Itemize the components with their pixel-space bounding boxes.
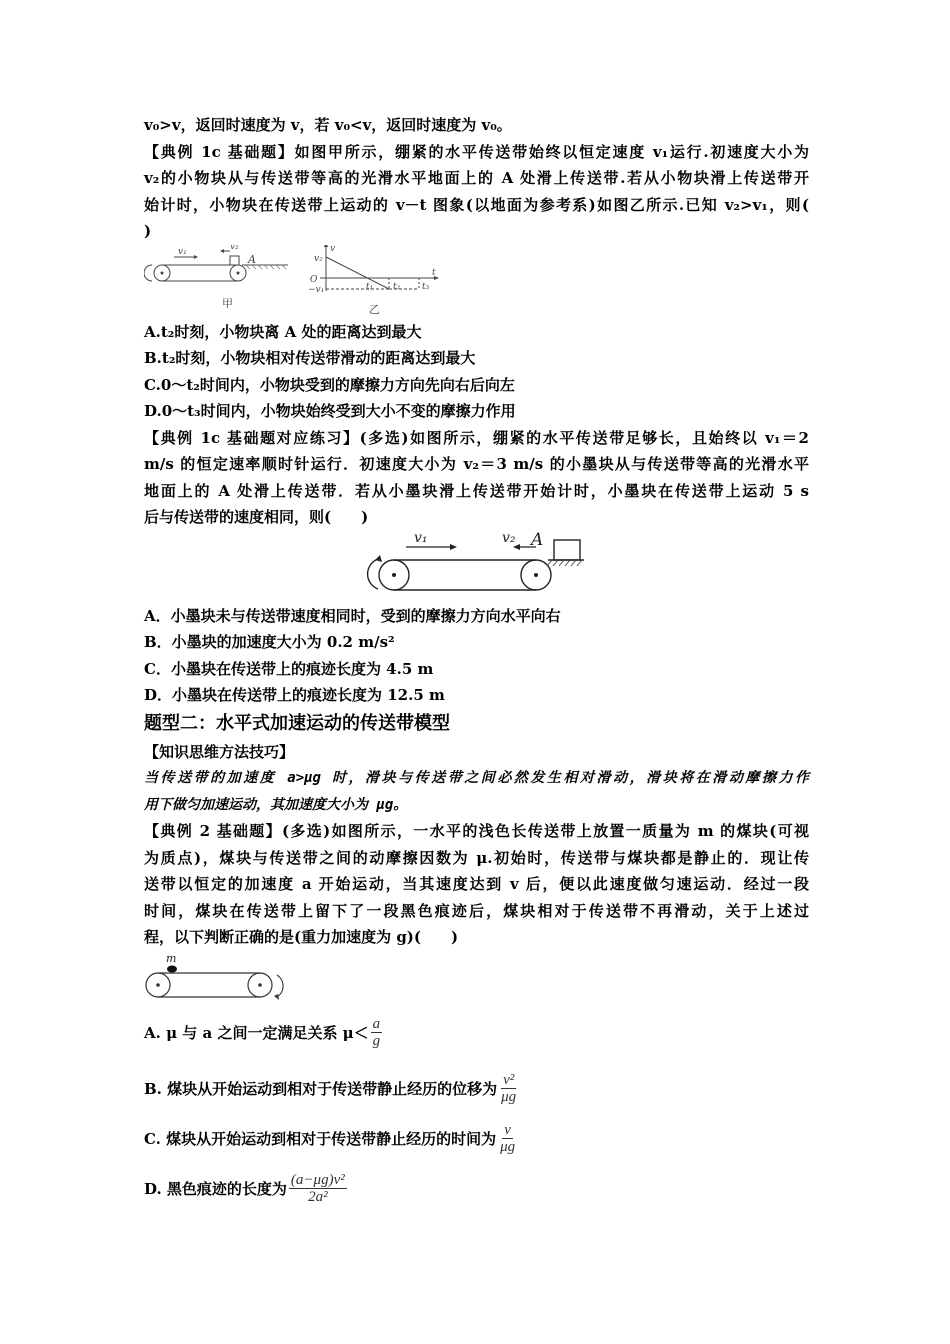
ex2-option-d-fraction xyxy=(289,1172,347,1205)
method-line-2: 用下做匀加速运动，其加速度大小为 μg。 xyxy=(144,796,408,813)
ex1c-line-2: v₂的小物块从与传送带等高的光滑水平地面上的 A 处滑上传送带.若从小物块滑上传送带开 xyxy=(144,169,809,187)
ex1c-option-d: D.0～t₃时间内，小物块始终受到大小不变的摩擦力作用 xyxy=(144,402,516,420)
practice-v1-label: v₁ xyxy=(414,530,428,546)
practice-figure-svg xyxy=(144,531,809,603)
ex2-option-c xyxy=(144,1115,809,1163)
ex2-m-label: m xyxy=(166,951,177,965)
fraction-numerator: v xyxy=(504,1122,511,1138)
practice-line-2: m/s 的恒定速率顺时针运行．初速度大小为 v₂＝3 m/s 的小墨块从与传送带等高的光滑水平 xyxy=(144,455,809,473)
ex1c-figure-svg xyxy=(144,245,464,319)
ex1c-line-1: 【典例 1c 基础题】如图甲所示，绷紧的水平传送带始终以恒定速度 v₁运行.初速度大小为 xyxy=(144,142,809,161)
ex2-figure xyxy=(144,951,809,1003)
figure-jia xyxy=(144,245,288,310)
practice-option-b: B．小墨块的加速度大小为 0.2 m/s² xyxy=(144,633,395,651)
ex2-option-a-fraction xyxy=(371,1016,383,1049)
ex2-option-c-fraction xyxy=(498,1122,517,1155)
ex1c-option-a: A.t₂时刻，小物块离 A 处的距离达到最大 xyxy=(144,322,422,341)
fraction-numerator: (a−μg)v² xyxy=(290,1172,345,1188)
ex2-option-a-text: A. μ 与 a 之间一定满足关系 μ＜ xyxy=(144,1024,369,1042)
practice-A-label: A xyxy=(531,530,544,550)
jia-v2-label: v₂ xyxy=(230,244,239,252)
document-page xyxy=(144,112,809,1213)
ex2-option-b-text: B. 煤块从开始运动到相对于传送带静止经历的位移为 xyxy=(144,1080,498,1098)
ex2-option-b-fraction xyxy=(499,1072,518,1105)
ex1c-line-4: ) xyxy=(144,222,152,240)
coal-block xyxy=(167,965,177,972)
ex1c-figures xyxy=(144,245,809,319)
figure-yi xyxy=(308,245,439,316)
ex2-option-d xyxy=(144,1165,809,1213)
jia-A-label: A xyxy=(248,252,256,266)
practice-option-c: C．小墨块在传送带上的痕迹长度为 4.5 m xyxy=(144,659,434,678)
ex2-line-2: 为质点)，煤块与传送带之间的动摩擦因数为 μ.初始时，传送带与煤块都是静止的．现让传 xyxy=(144,848,809,867)
fraction-denominator: μg xyxy=(501,1089,517,1105)
intro-line: v₀>v，返回时速度为 v，若 v₀<v，返回时速度为 v₀。 xyxy=(144,116,512,134)
practice-figure xyxy=(144,531,809,603)
ex2-line-5: 程，以下判断正确的是(重力加速度为 g)( ) xyxy=(144,928,459,946)
ex2-option-a xyxy=(144,1009,809,1057)
ex2-option-c-text: C. 煤块从开始运动到相对于传送带静止经历的时间为 xyxy=(144,1130,497,1148)
section-title: 题型二：水平式加速运动的传送带模型 xyxy=(144,712,450,734)
practice-line-1: 【典例 1c 基础题对应练习】(多选)如图所示，绷紧的水平传送带足够长，且始终以 v₁＝2 xyxy=(144,428,809,447)
yi-t1-label: t₁ xyxy=(366,281,374,292)
practice-option-d: D．小墨块在传送带上的痕迹长度为 12.5 m xyxy=(144,686,445,704)
yi-t3-label: t₃ xyxy=(422,281,430,292)
ex2-line-1: 【典例 2 基础题】(多选)如图所示，一水平的浅色长传送带上放置一质量为 m 的煤块(可视 xyxy=(144,822,809,840)
practice-option-a: A．小墨块未与传送带速度相同时，受到的摩擦力方向水平向右 xyxy=(144,606,561,625)
ex2-line-4: 时间，煤块在传送带上留下了一段黑色痕迹后，煤块相对于传送带不再滑动，关于上述过 xyxy=(144,901,809,920)
practice-v2-label: v₂ xyxy=(502,530,516,546)
ex2-option-b xyxy=(144,1065,809,1113)
jia-caption: 甲 xyxy=(222,296,233,310)
fraction-numerator: v² xyxy=(503,1072,515,1088)
fraction-denominator: μg xyxy=(500,1139,516,1155)
ex2-option-d-text: D. 黑色痕迹的长度为 xyxy=(144,1180,287,1198)
yi-v-axis-label: v xyxy=(330,244,336,254)
practice-line-3: 地面上的 A 处滑上传送带．若从小墨块滑上传送带开始计时，小墨块在传送带上运动 5 s xyxy=(144,481,809,500)
fraction-denominator: 2a² xyxy=(308,1189,328,1205)
method-title: 【知识思维方法技巧】 xyxy=(144,742,295,761)
ex2-figure-svg xyxy=(144,951,344,1003)
ex2-line-3: 送带以恒定的加速度 a 开始运动，当其速度达到 v 后，便以此速度做匀速运动．经过一段 xyxy=(144,875,809,893)
yi-t2-label: t₂ xyxy=(393,281,401,292)
jia-v1-label: v₁ xyxy=(178,246,187,257)
yi-caption: 乙 xyxy=(369,302,380,316)
yi-neg-v1-label: −v₁ xyxy=(308,284,325,295)
yi-origin-label: O xyxy=(310,274,318,285)
yi-t-axis-label: t xyxy=(432,267,436,278)
yi-v2-label: v₂ xyxy=(314,253,323,264)
ex1c-option-c: C.0～t₂时间内，小物块受到的摩擦力方向先向右后向左 xyxy=(144,375,515,394)
ex1c-option-b: B.t₂时刻，小物块相对传送带滑动的距离达到最大 xyxy=(144,349,476,367)
ex1c-line-3: 始计时，小物块在传送带上运动的 v－t 图象(以地面为参考系)如图乙所示.已知 v₂>v₁，则( xyxy=(144,195,809,214)
fraction-denominator: g xyxy=(372,1033,381,1049)
fraction-numerator: a xyxy=(372,1016,381,1032)
method-line-1: 当传送带的加速度 a>μg 时，滑块与传送带之间必然发生相对滑动，滑块将在滑动摩擦力作 xyxy=(144,770,809,786)
practice-line-4: 后与传送带的速度相同，则( ) xyxy=(144,508,369,526)
